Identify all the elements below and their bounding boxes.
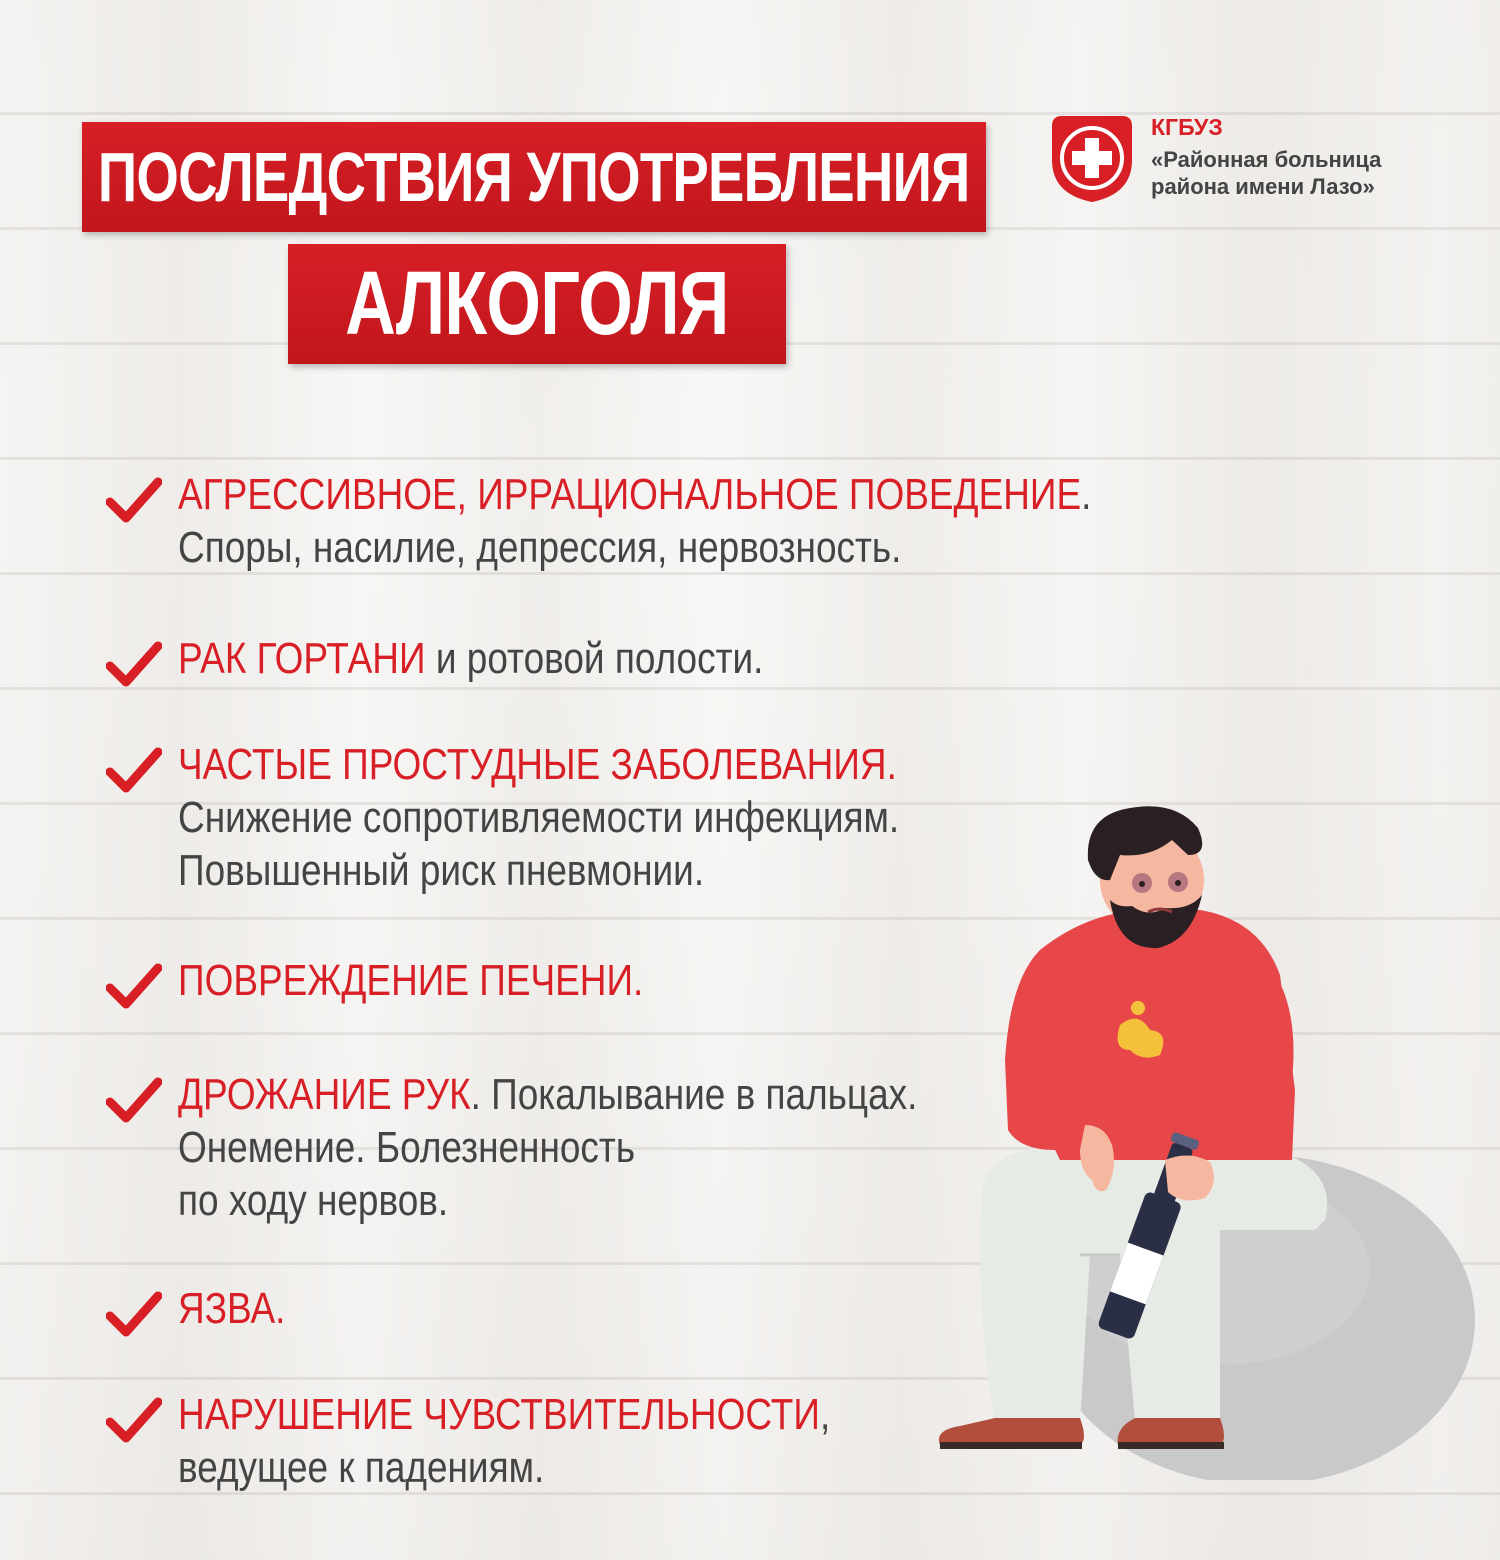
item-after: и ротовой полости. <box>425 634 764 683</box>
item-highlight: ЯЗВА. <box>178 1284 286 1333</box>
item-detail: ведущее к падениям. <box>178 1443 545 1492</box>
list-item <box>178 954 732 1007</box>
item-after: . Покалывание в пальцах. <box>470 1070 918 1119</box>
logo-org-abbr: КГБУЗ <box>1151 114 1223 140</box>
title-line2: АЛКОГОЛЯ <box>345 253 729 354</box>
item-after: . <box>1081 470 1092 519</box>
title-banner-line2 <box>288 244 786 364</box>
item-detail: Снижение сопротивляемости инфекциям. <box>178 793 900 842</box>
item-highlight: ЧАСТЫЕ ПРОСТУДНЫЕ ЗАБОЛЕВАНИЯ. <box>178 740 897 789</box>
item-highlight: ПОВРЕЖДЕНИЕ ПЕЧЕНИ. <box>178 956 644 1005</box>
right-shoe <box>1118 1418 1224 1445</box>
item-highlight: НАРУШЕНИЕ ЧУВСТВИТЕЛЬНОСТИ <box>178 1390 820 1439</box>
checkmark-icon <box>106 1290 162 1338</box>
logo-hospital-name <box>1151 146 1381 200</box>
list-item <box>178 632 875 685</box>
logo-name-line2: района имени Лазо» <box>1151 174 1375 199</box>
hospital-logo <box>1046 112 1466 212</box>
checkmark-icon <box>106 962 162 1010</box>
checkmark-icon <box>106 1396 162 1444</box>
item-detail: Повышенный риск пневмонии. <box>178 846 705 895</box>
item-highlight: РАК ГОРТАНИ <box>178 634 426 683</box>
logo-name-line1: «Районная больница <box>1151 147 1382 172</box>
checkmark-icon <box>106 640 162 688</box>
left-shoe <box>939 1418 1084 1445</box>
checkmark-icon <box>106 476 162 524</box>
item-highlight: АГРЕССИВНОЕ, ИРРАЦИОНАЛЬНОЕ ПОВЕДЕНИЕ <box>178 470 1082 519</box>
checkmark-icon <box>106 746 162 794</box>
item-detail: Онемение. Болезненность <box>178 1123 636 1172</box>
item-after: , <box>819 1390 831 1439</box>
list-item <box>178 1388 954 1494</box>
title-banner-line1 <box>82 122 986 232</box>
list-item <box>178 1282 306 1335</box>
title-line1: ПОСЛЕДСТВИЯ УПОТРЕБЛЕНИЯ <box>98 138 970 216</box>
item-detail: по ходу нервов. <box>178 1176 449 1225</box>
medical-cross-icon <box>1046 112 1138 204</box>
list-item <box>178 468 1265 574</box>
item-detail: Споры, насилие, депрессия, нервозность. <box>178 523 902 572</box>
checkmark-icon <box>106 1076 162 1124</box>
right-hand <box>1165 1155 1214 1200</box>
item-highlight: ДРОЖАНИЕ РУК <box>178 1070 471 1119</box>
list-item <box>178 738 1037 897</box>
drunk-man-illustration <box>920 800 1480 1480</box>
